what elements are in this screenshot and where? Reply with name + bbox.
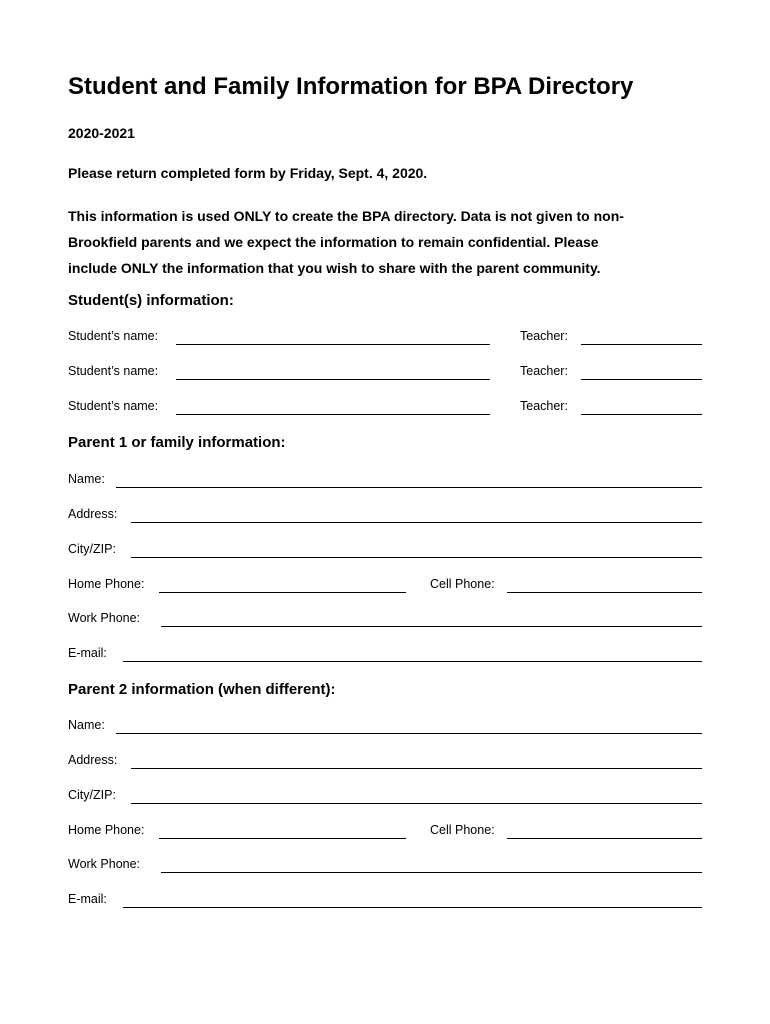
name-label: Name: <box>68 718 105 732</box>
parent2-name-row <box>68 718 702 736</box>
parent2-cityzip-row <box>68 788 702 806</box>
parent1-cityzip-field[interactable] <box>131 557 702 558</box>
email-label: E-mail: <box>68 646 107 660</box>
student-name-label: Student’s name: <box>68 364 159 378</box>
name-label: Name: <box>68 472 105 486</box>
teacher-field[interactable] <box>581 414 702 415</box>
work-phone-label: Work Phone: <box>68 857 141 871</box>
student-name-field[interactable] <box>176 414 490 415</box>
school-year: 2020-2021 <box>68 125 135 141</box>
home-phone-label: Home Phone: <box>68 823 145 837</box>
parent1-work-phone-field[interactable] <box>161 626 702 627</box>
parent1-heading: Parent 1 or family information: <box>68 434 286 451</box>
student-row <box>68 364 702 382</box>
form-title: Student and Family Information for BPA Directory <box>68 73 634 100</box>
teacher-field[interactable] <box>581 344 702 345</box>
parent2-address-row <box>68 753 702 771</box>
parent1-work-phone-row <box>68 611 702 629</box>
teacher-label: Teacher: <box>520 399 568 413</box>
email-label: E-mail: <box>68 892 107 906</box>
confidentiality-notice <box>68 203 708 281</box>
cell-phone-label: Cell Phone: <box>430 577 495 591</box>
parent1-address-field[interactable] <box>131 522 702 523</box>
parent2-home-phone-field[interactable] <box>159 838 406 839</box>
parent2-work-phone-field[interactable] <box>161 872 702 873</box>
parent1-phone-row <box>68 577 702 595</box>
notice-line: Brookfield parents and we expect the information to remain confidential. Please <box>68 234 599 250</box>
cityzip-label: City/ZIP: <box>68 542 116 556</box>
teacher-field[interactable] <box>581 379 702 380</box>
work-phone-label: Work Phone: <box>68 611 141 625</box>
student-name-label: Student’s name: <box>68 399 159 413</box>
student-row <box>68 329 702 347</box>
parent2-work-phone-row <box>68 857 702 875</box>
parent2-email-row <box>68 892 702 910</box>
student-name-field[interactable] <box>176 379 490 380</box>
parent2-phone-row <box>68 823 702 841</box>
notice-line: This information is used ONLY to create the BPA directory. Data is not given to non- <box>68 208 624 224</box>
address-label: Address: <box>68 753 118 767</box>
parent2-email-field[interactable] <box>123 907 702 908</box>
parent1-name-row <box>68 472 702 490</box>
parent1-cityzip-row <box>68 542 702 560</box>
students-heading: Student(s) information: <box>68 292 234 309</box>
parent2-address-field[interactable] <box>131 768 702 769</box>
parent2-heading: Parent 2 information (when different): <box>68 681 336 698</box>
parent2-cityzip-field[interactable] <box>131 803 702 804</box>
return-deadline-note: Please return completed form by Friday, Sept. 4, 2020. <box>68 165 428 181</box>
parent1-address-row <box>68 507 702 525</box>
parent1-email-row <box>68 646 702 664</box>
parent1-email-field[interactable] <box>123 661 702 662</box>
teacher-label: Teacher: <box>520 329 568 343</box>
student-name-label: Student’s name: <box>68 329 159 343</box>
teacher-label: Teacher: <box>520 364 568 378</box>
parent2-name-field[interactable] <box>116 733 702 734</box>
notice-line: include ONLY the information that you wish to share with the parent community. <box>68 260 601 276</box>
home-phone-label: Home Phone: <box>68 577 145 591</box>
student-row <box>68 399 702 417</box>
cell-phone-label: Cell Phone: <box>430 823 495 837</box>
cityzip-label: City/ZIP: <box>68 788 116 802</box>
student-name-field[interactable] <box>176 344 490 345</box>
parent1-name-field[interactable] <box>116 487 702 488</box>
parent1-home-phone-field[interactable] <box>159 592 406 593</box>
parent2-cell-phone-field[interactable] <box>507 838 702 839</box>
parent1-cell-phone-field[interactable] <box>507 592 702 593</box>
address-label: Address: <box>68 507 118 521</box>
